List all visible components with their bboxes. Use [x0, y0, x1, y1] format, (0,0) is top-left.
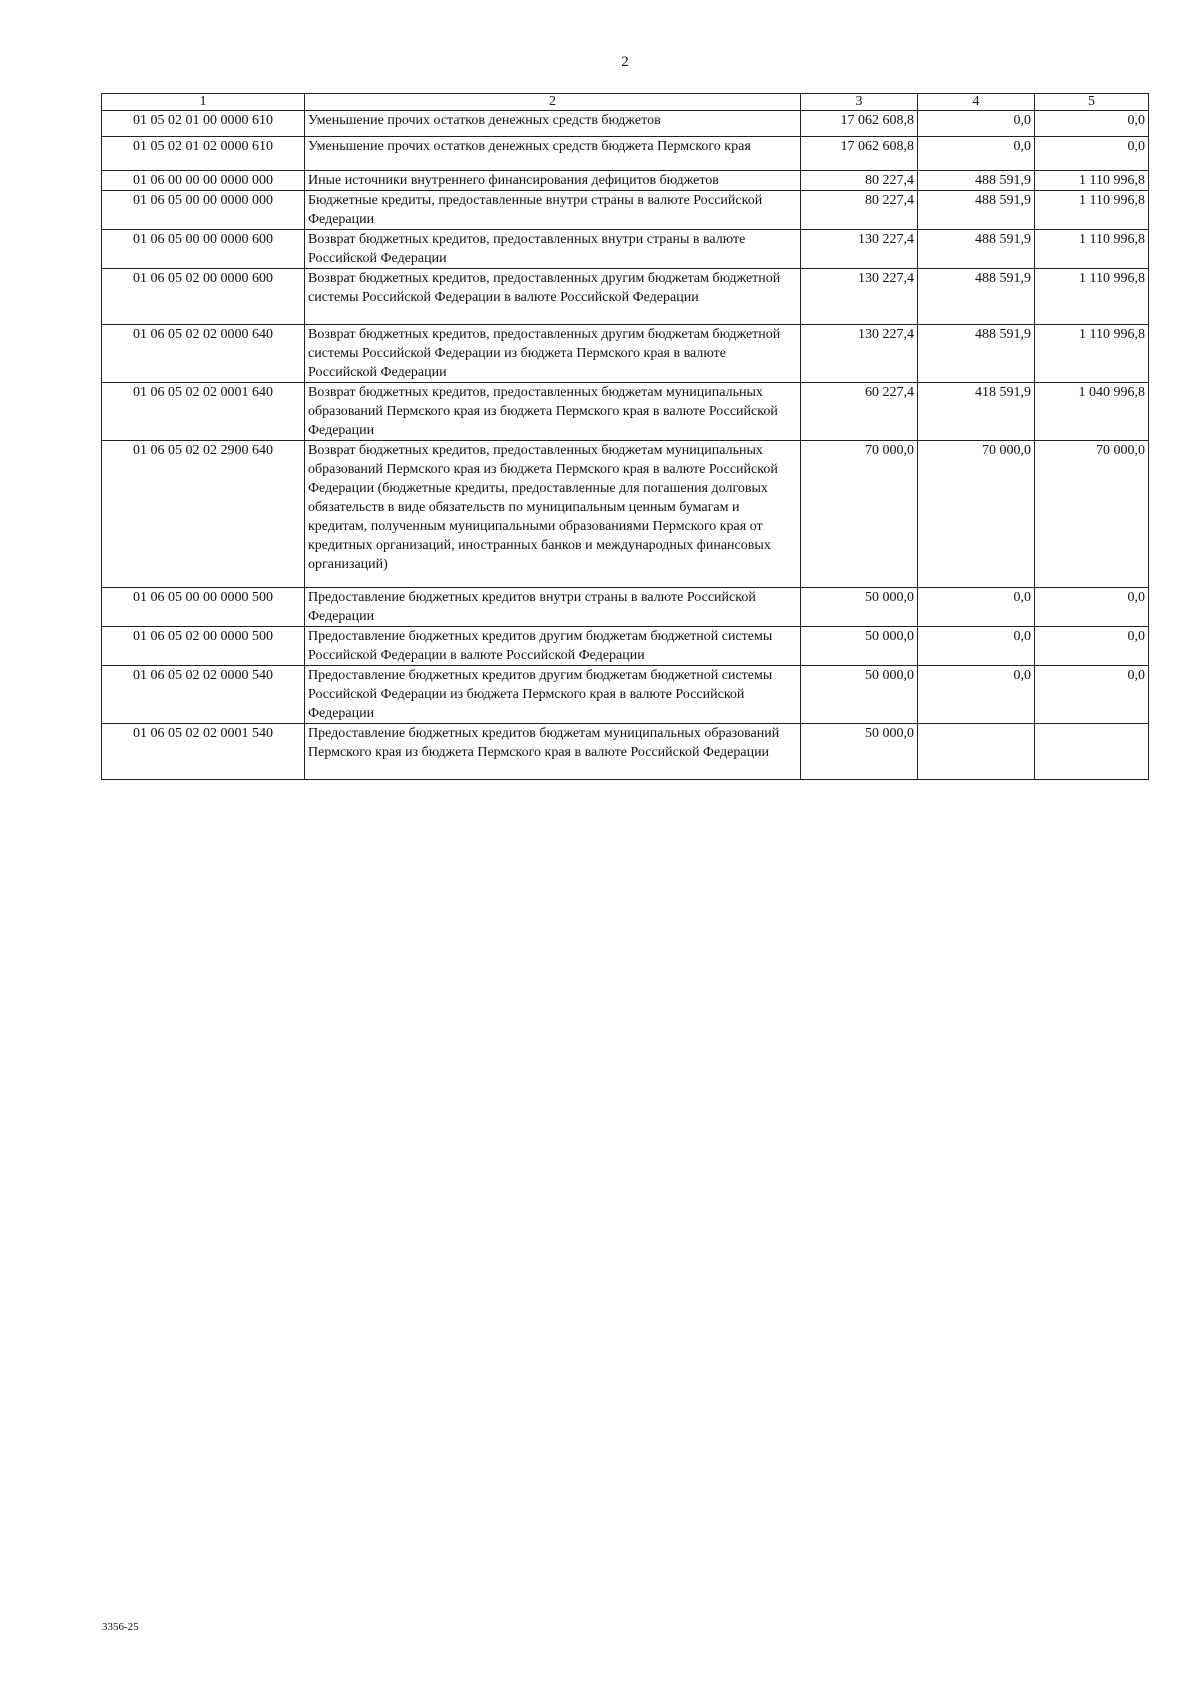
value-col3-cell: 50 000,0	[801, 666, 918, 724]
value-col3-cell: 80 227,4	[801, 171, 918, 191]
description-cell: Уменьшение прочих остатков денежных средств бюджета Пермского края	[305, 137, 801, 171]
budget-code-cell: 01 06 05 00 00 0000 500	[102, 588, 305, 627]
description-cell: Возврат бюджетных кредитов, предоставленных бюджетам муниципальных образований Пермского края из бюджета Пермского края в валюте Российской Федерации (бюджетные кредиты, предоставленные для погашения долговых обязательств в виде обязательств по муниципальным ценным бумагам и кредитам, полученным муниципальными образованиями Пермского края от кредитных организаций, иностранных банков и международных финансовых организаций)	[305, 441, 801, 588]
value-col5-cell	[1035, 724, 1149, 780]
description-cell: Возврат бюджетных кредитов, предоставленных другим бюджетам бюджетной системы Российской Федерации из бюджета Пермского края в валюте Российской Федерации	[305, 325, 801, 383]
value-col5-cell: 1 110 996,8	[1035, 191, 1149, 230]
value-col4-cell: 488 591,9	[918, 230, 1035, 269]
column-header-4: 4	[918, 94, 1035, 111]
value-col3-cell: 50 000,0	[801, 724, 918, 780]
description-cell: Бюджетные кредиты, предоставленные внутри страны в валюте Российской Федерации	[305, 191, 801, 230]
value-col5-cell: 0,0	[1035, 588, 1149, 627]
value-col3-cell: 50 000,0	[801, 588, 918, 627]
value-col5-cell: 1 110 996,8	[1035, 269, 1149, 325]
budget-code-cell: 01 06 05 00 00 0000 000	[102, 191, 305, 230]
budget-code-cell: 01 05 02 01 00 0000 610	[102, 111, 305, 137]
budget-sources-table	[101, 93, 1149, 780]
column-header-3: 3	[801, 94, 918, 111]
budget-code-cell: 01 06 05 02 00 0000 600	[102, 269, 305, 325]
value-col4-cell: 0,0	[918, 627, 1035, 666]
budget-code-cell: 01 06 05 02 02 0001 640	[102, 383, 305, 441]
value-col5-cell: 0,0	[1035, 666, 1149, 724]
value-col3-cell: 17 062 608,8	[801, 111, 918, 137]
value-col4-cell: 0,0	[918, 137, 1035, 171]
description-cell: Уменьшение прочих остатков денежных средств бюджетов	[305, 111, 801, 137]
budget-code-cell: 01 06 05 02 02 2900 640	[102, 441, 305, 588]
value-col4-cell	[918, 724, 1035, 780]
value-col5-cell: 1 110 996,8	[1035, 171, 1149, 191]
value-col5-cell: 0,0	[1035, 627, 1149, 666]
table-header-row	[102, 94, 1149, 111]
budget-code-cell: 01 06 05 02 02 0000 540	[102, 666, 305, 724]
description-cell: Предоставление бюджетных кредитов бюджетам муниципальных образований Пермского края из бюджета Пермского края в валюте Российской Федерации	[305, 724, 801, 780]
value-col4-cell: 0,0	[918, 111, 1035, 137]
description-cell: Предоставление бюджетных кредитов другим бюджетам бюджетной системы Российской Федерации в валюте Российской Федерации	[305, 627, 801, 666]
description-cell: Предоставление бюджетных кредитов другим бюджетам бюджетной системы Российской Федерации из бюджета Пермского края в валюте Российской Федерации	[305, 666, 801, 724]
description-cell: Возврат бюджетных кредитов, предоставленных бюджетам муниципальных образований Пермского края из бюджета Пермского края в валюте Российской Федерации	[305, 383, 801, 441]
value-col5-cell: 0,0	[1035, 111, 1149, 137]
page-number: 2	[621, 54, 629, 70]
table-row	[102, 171, 1149, 191]
table-row	[102, 325, 1149, 383]
table-row	[102, 666, 1149, 724]
value-col3-cell: 80 227,4	[801, 191, 918, 230]
table-row	[102, 191, 1149, 230]
value-col4-cell: 70 000,0	[918, 441, 1035, 588]
value-col5-cell: 1 040 996,8	[1035, 383, 1149, 441]
table-body	[102, 111, 1149, 780]
value-col5-cell: 0,0	[1035, 137, 1149, 171]
budget-code-cell: 01 06 05 02 02 0000 640	[102, 325, 305, 383]
value-col4-cell: 488 591,9	[918, 191, 1035, 230]
description-cell: Иные источники внутреннего финансирования дефицитов бюджетов	[305, 171, 801, 191]
value-col4-cell: 0,0	[918, 588, 1035, 627]
column-header-1: 1	[102, 94, 305, 111]
value-col4-cell: 488 591,9	[918, 269, 1035, 325]
table-row	[102, 724, 1149, 780]
budget-code-cell: 01 06 05 02 00 0000 500	[102, 627, 305, 666]
value-col3-cell: 130 227,4	[801, 230, 918, 269]
description-cell: Возврат бюджетных кредитов, предоставленных другим бюджетам бюджетной системы Российской Федерации в валюте Российской Федерации	[305, 269, 801, 325]
document-footer-code: 3356-25	[102, 1621, 139, 1633]
value-col4-cell: 488 591,9	[918, 171, 1035, 191]
table-row	[102, 441, 1149, 588]
budget-code-cell: 01 06 00 00 00 0000 000	[102, 171, 305, 191]
value-col5-cell: 1 110 996,8	[1035, 230, 1149, 269]
description-cell: Возврат бюджетных кредитов, предоставленных внутри страны в валюте Российской Федерации	[305, 230, 801, 269]
value-col3-cell: 70 000,0	[801, 441, 918, 588]
budget-code-cell: 01 05 02 01 02 0000 610	[102, 137, 305, 171]
column-header-5: 5	[1035, 94, 1149, 111]
value-col3-cell: 60 227,4	[801, 383, 918, 441]
value-col3-cell: 50 000,0	[801, 627, 918, 666]
budget-code-cell: 01 06 05 00 00 0000 600	[102, 230, 305, 269]
table-row	[102, 230, 1149, 269]
value-col5-cell: 70 000,0	[1035, 441, 1149, 588]
table-row	[102, 137, 1149, 171]
description-cell: Предоставление бюджетных кредитов внутри страны в валюте Российской Федерации	[305, 588, 801, 627]
table-row	[102, 269, 1149, 325]
value-col3-cell: 17 062 608,8	[801, 137, 918, 171]
value-col4-cell: 0,0	[918, 666, 1035, 724]
value-col4-cell: 488 591,9	[918, 325, 1035, 383]
value-col3-cell: 130 227,4	[801, 269, 918, 325]
column-header-2: 2	[305, 94, 801, 111]
budget-code-cell: 01 06 05 02 02 0001 540	[102, 724, 305, 780]
value-col3-cell: 130 227,4	[801, 325, 918, 383]
value-col4-cell: 418 591,9	[918, 383, 1035, 441]
value-col5-cell: 1 110 996,8	[1035, 325, 1149, 383]
table-row	[102, 627, 1149, 666]
table-row	[102, 111, 1149, 137]
table-row	[102, 588, 1149, 627]
table-row	[102, 383, 1149, 441]
